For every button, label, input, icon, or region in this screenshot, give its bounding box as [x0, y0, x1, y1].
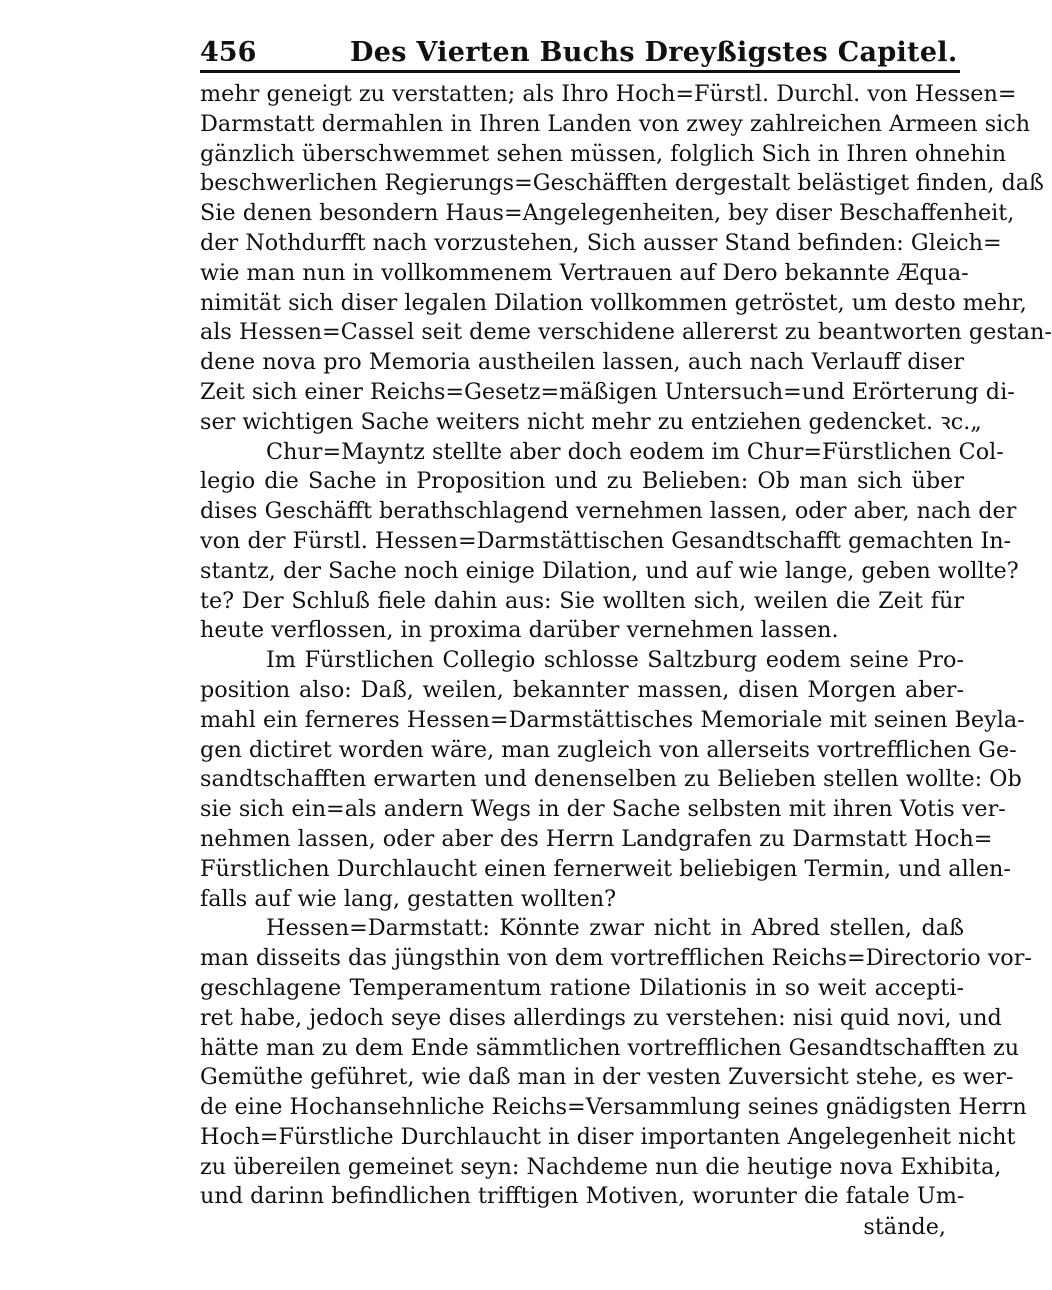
text-line: Fürstlichen Durchlaucht einen fernerweit beliebigen Termin, und allen-	[200, 855, 1011, 882]
text-line: gänzlich überschwemmet sehen müssen, folglich Sich in Ihren ohnehin	[200, 140, 1007, 167]
page-number: 456	[200, 37, 257, 68]
text-line: mehr geneigt zu verstatten; als Ihro Hoch=Fürstl. Durchl. von Hessen=	[200, 81, 1017, 107]
text-line: mahl ein ferneres Hessen=Darmstättisches Memoriale mit seinen Beyla-	[200, 706, 1025, 733]
text-line: Zeit sich einer Reichs=Gesetz=mäßigen Untersuch=und Erörterung di-	[200, 378, 1015, 405]
text-line: Sie denen besondern Haus=Angelegenheiten, bey diser Beschaffenheit,	[200, 200, 1015, 227]
text-line: und darinn befindlichen trifftigen Motiven, worunter die fatale Um-	[200, 1183, 965, 1210]
paragraph-start-line: Hessen=Darmstatt: Könnte zwar nicht in Abred stellen, daß	[266, 915, 964, 942]
text-line: falls auf wie lang, gestatten wollten?	[200, 885, 617, 912]
text-line: stantz, der Sache noch einige Dilation, und auf wie lange, geben wollte?	[200, 557, 1019, 584]
text-line: dises Geschäfft berathschlagend vernehmen lassen, oder aber, nach der	[200, 498, 1017, 525]
text-line: wie man nun in vollkommenem Vertrauen auf Dero bekannte Æqua-	[200, 259, 969, 286]
text-line: gen dictiret worden wäre, man zugleich von allerseits vortrefflichen Ge-	[200, 736, 1017, 763]
text-line: ser wichtigen Sache weiters nicht mehr zu entziehen gedencket. ꝛc.„	[200, 408, 982, 435]
text-line: sandtschafften erwarten und denenselben zu Belieben stellen wollte: Ob	[200, 766, 1022, 793]
text-line: dene nova pro Memoria austheilen lassen, auch nach Verlauff diser	[200, 349, 964, 376]
text-line: hätte man zu dem Ende sämmtlichen vortrefflichen Gesandtschafften zu	[200, 1034, 1020, 1061]
text-line: von der Fürstl. Hessen=Darmstättischen Gesandtschafft gemachten In-	[200, 527, 1012, 554]
page-header	[200, 30, 960, 73]
text-line: Gemüthe geführet, wie daß man in der vesten Zuversicht stehe, es wer-	[200, 1064, 1014, 1091]
text-line: ret habe, jedoch seye dises allerdings zu verstehen: nisi quid novi, und	[200, 1004, 1002, 1031]
text-line: zu übereilen gemeinet seyn: Nachdeme nun die heutige nova Exhibita,	[200, 1153, 1002, 1180]
text-line: beschwerlichen Regierungs=Geschäfften dergestalt belästiget finden, daß	[200, 170, 1044, 197]
paragraph-start-line: Im Fürstlichen Collegio schlosse Saltzburg eodem seine Pro-	[266, 647, 964, 674]
text-line: geschlagene Temperamentum ratione Dilationis in so weit accepti-	[200, 974, 964, 1001]
text-line: nehmen lassen, oder aber des Herrn Landgrafen zu Darmstatt Hoch=	[200, 825, 993, 852]
running-head: Des Vierten Buchs Dreyßigstes Capitel.	[350, 37, 958, 68]
text-line: position also: Daß, weilen, bekannter massen, disen Morgen aber-	[200, 676, 964, 703]
paragraph-start-line: Chur=Mayntz stellte aber doch eodem im Chur=Fürstlichen Col-	[266, 438, 1004, 465]
text-line: de eine Hochansehnliche Reichs=Versammlung seines gnädigsten Herrn	[200, 1094, 1027, 1121]
text-line: te? Der Schluß fiele dahin aus: Sie wollten sich, weilen die Zeit für	[200, 587, 964, 614]
body-text	[200, 80, 1052, 1242]
text-line: Hoch=Fürstliche Durchlaucht in diser importanten Angelegenheit nicht	[200, 1123, 1016, 1150]
text-line: nimität sich diser legalen Dilation vollkommen getröstet, um desto mehr,	[200, 289, 1027, 316]
catchword: stände,	[863, 1214, 946, 1241]
text-line: man disseits das jüngsthin von dem vortrefflichen Reichs=Directorio vor-	[200, 945, 1032, 972]
text-line: als Hessen=Cassel seit deme verschidene allererst zu beantworten gestan-	[200, 319, 1052, 346]
text-line: Darmstatt dermahlen in Ihren Landen von zwey zahlreichen Armeen sich	[200, 110, 1031, 137]
text-line: sie sich ein=als andern Wegs in der Sache selbsten mit ihren Votis ver-	[200, 796, 1006, 823]
text-line: heute verflossen, in proxima darüber vernehmen lassen.	[200, 617, 839, 644]
text-line: legio die Sache in Proposition und zu Belieben: Ob man sich über	[200, 468, 964, 495]
text-line: der Nothdurfft nach vorzustehen, Sich ausser Stand befinden: Gleich=	[200, 229, 1002, 256]
